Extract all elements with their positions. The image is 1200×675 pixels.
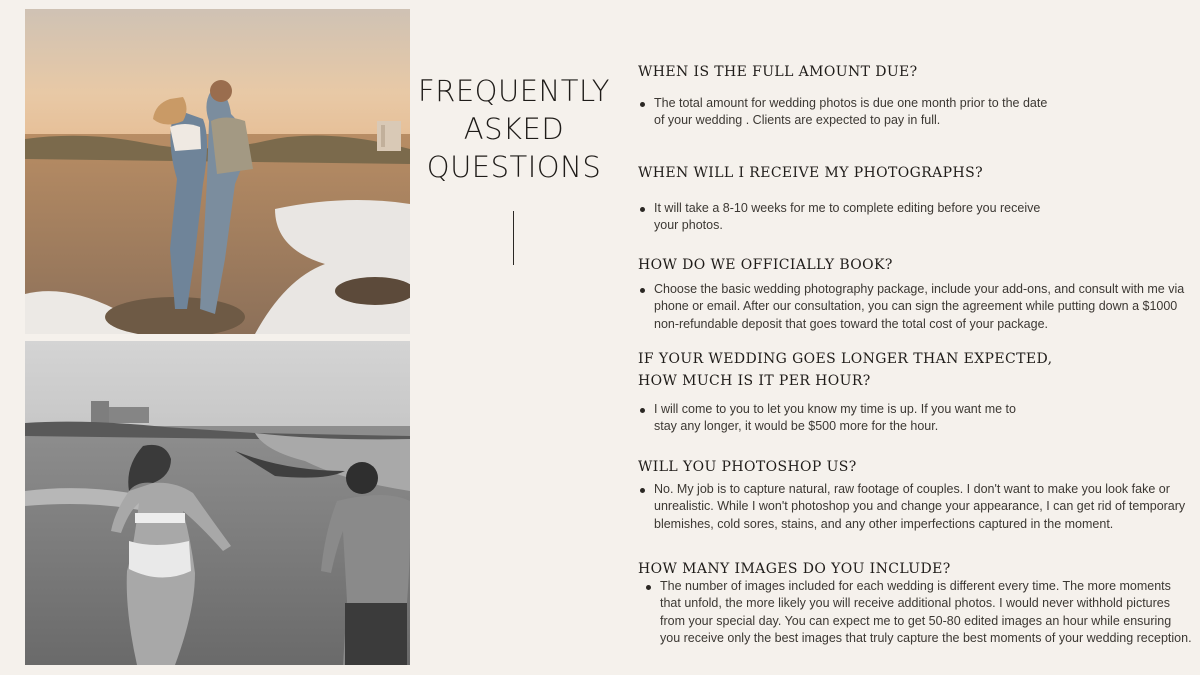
couple-beach-photo	[25, 9, 410, 334]
faq-question-1: WHEN IS THE FULL AMOUNT DUE?	[638, 64, 918, 80]
faq-question-5: WILL YOU PHOTOSHOP US?	[638, 459, 857, 475]
title-line-2: ASKED	[463, 112, 565, 146]
faq-question-6: HOW MANY IMAGES DO YOU INCLUDE?	[638, 561, 951, 577]
title-line-1: FREQUENTLY	[418, 74, 610, 108]
faq-question-3: HOW DO WE OFFICIALLY BOOK?	[638, 257, 893, 273]
faq-answer-4	[638, 401, 1028, 436]
faq-answer-1-item: The total amount for wedding photos is due one month prior to the date of your wedding . Clients are expected to pay in full.	[638, 95, 1048, 130]
faq-answer-6-item: The number of images included for each wedding is different every time. The more moments that unfold, the more likely you will receive additional photos. I would never withhold pictures from your special day. You can expect me to get 50-80 edited images an hour while ensuring you receive only the best images that truly capture the best moments of your wedding reception.	[644, 578, 1192, 647]
faq-answer-6	[644, 578, 1192, 647]
faq-answer-1	[638, 95, 1048, 130]
couple-running-photo	[25, 341, 410, 665]
faq-answer-3	[638, 281, 1198, 333]
faq-question-4: IF YOUR WEDDING GOES LONGER THAN EXPECTED, HOW MUCH IS IT PER HOUR?	[638, 351, 1053, 389]
faq-answer-4-item: I will come to you to let you know my time is up. If you want me to stay any longer, it would be $500 more for the hour.	[638, 401, 1028, 436]
faq-answer-2-item: It will take a 8-10 weeks for me to complete editing before you receive your photos.	[638, 200, 1048, 235]
faq-answer-2	[638, 200, 1048, 235]
title-line-3: QUESTIONS	[426, 150, 602, 184]
faq-answer-5-item: No. My job is to capture natural, raw footage of couples. I don't want to make you look fake or unrealistic. While I won't photoshop you and change your appearance, I can get rid of temporary blemishes, cold sores, stains, and any other imperfections captured in the moment.	[638, 481, 1188, 533]
faq-title	[414, 72, 614, 186]
title-divider	[513, 211, 514, 265]
faq-question-2: WHEN WILL I RECEIVE MY PHOTOGRAPHS?	[638, 165, 983, 181]
faq-answer-5	[638, 481, 1188, 533]
faq-answer-3-item: Choose the basic wedding photography package, include your add-ons, and consult with me via phone or email. After our consultation, you can sign the agreement while putting down a $1000 non-refundable deposit that goes toward the total cost of your package.	[638, 281, 1198, 333]
